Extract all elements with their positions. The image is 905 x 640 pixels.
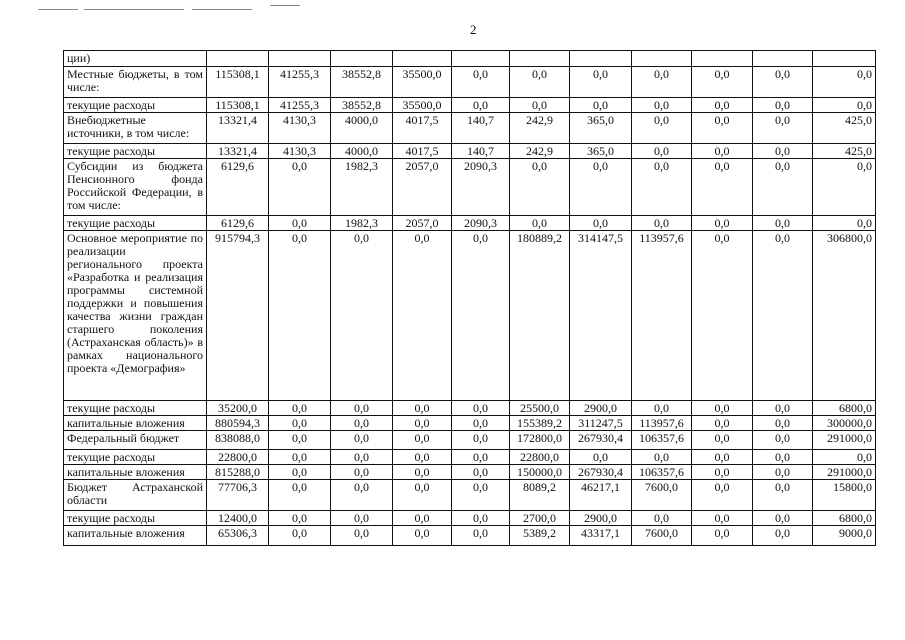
row-label: капитальные вложения xyxy=(64,416,207,431)
value-cell: 0,0 xyxy=(452,465,510,480)
value-cell: 0,0 xyxy=(570,159,632,216)
value-cell: 0,0 xyxy=(393,450,452,465)
value-cell: 0,0 xyxy=(753,450,813,465)
budget-table xyxy=(63,50,876,546)
value-cell: 267930,4 xyxy=(570,465,632,480)
table-row xyxy=(64,465,876,480)
value-cell: 425,0 xyxy=(813,144,876,159)
value-cell: 2057,0 xyxy=(393,216,452,231)
value-cell: 0,0 xyxy=(269,526,331,546)
row-label: текущие расходы xyxy=(64,216,207,231)
value-cell: 6129,6 xyxy=(207,159,269,216)
value-cell: 2057,0 xyxy=(393,159,452,216)
value-cell: 180889,2 xyxy=(510,231,570,401)
value-cell: 0,0 xyxy=(331,511,393,526)
table-row xyxy=(64,416,876,431)
value-cell: 35500,0 xyxy=(393,98,452,113)
value-cell: 7600,0 xyxy=(632,480,692,511)
table-row xyxy=(64,159,876,216)
value-cell: 291000,0 xyxy=(813,431,876,450)
value-cell: 300000,0 xyxy=(813,416,876,431)
value-cell xyxy=(269,51,331,67)
table-row xyxy=(64,144,876,159)
value-cell: 0,0 xyxy=(452,416,510,431)
value-cell: 15800,0 xyxy=(813,480,876,511)
value-cell xyxy=(207,51,269,67)
value-cell: 140,7 xyxy=(452,144,510,159)
value-cell: 0,0 xyxy=(753,480,813,511)
value-cell: 0,0 xyxy=(632,511,692,526)
value-cell: 0,0 xyxy=(692,450,753,465)
row-label: текущие расходы xyxy=(64,401,207,416)
value-cell: 0,0 xyxy=(331,401,393,416)
value-cell: 0,0 xyxy=(452,511,510,526)
value-cell: 25500,0 xyxy=(510,401,570,416)
value-cell: 1982,3 xyxy=(331,159,393,216)
value-cell: 0,0 xyxy=(692,480,753,511)
value-cell: 2900,0 xyxy=(570,511,632,526)
value-cell: 0,0 xyxy=(269,216,331,231)
table-row xyxy=(64,113,876,144)
value-cell: 172800,0 xyxy=(510,431,570,450)
value-cell: 4130,3 xyxy=(269,113,331,144)
value-cell xyxy=(753,51,813,67)
value-cell: 0,0 xyxy=(692,231,753,401)
value-cell: 915794,3 xyxy=(207,231,269,401)
value-cell: 0,0 xyxy=(510,67,570,98)
value-cell: 0,0 xyxy=(632,67,692,98)
value-cell: 0,0 xyxy=(692,526,753,546)
table-row xyxy=(64,401,876,416)
value-cell: 0,0 xyxy=(813,67,876,98)
value-cell: 242,9 xyxy=(510,113,570,144)
value-cell: 5389,2 xyxy=(510,526,570,546)
value-cell: 0,0 xyxy=(570,67,632,98)
table-row xyxy=(64,216,876,231)
value-cell xyxy=(393,51,452,67)
value-cell: 0,0 xyxy=(510,98,570,113)
row-label: ции) xyxy=(64,51,207,67)
value-cell xyxy=(452,51,510,67)
value-cell: 0,0 xyxy=(753,159,813,216)
value-cell: 0,0 xyxy=(692,401,753,416)
value-cell: 314147,5 xyxy=(570,231,632,401)
value-cell: 2090,3 xyxy=(452,159,510,216)
value-cell: 0,0 xyxy=(393,231,452,401)
value-cell: 6800,0 xyxy=(813,401,876,416)
row-label: Федеральный бюджет xyxy=(64,431,207,450)
value-cell: 838088,0 xyxy=(207,431,269,450)
value-cell: 65306,3 xyxy=(207,526,269,546)
value-cell: 0,0 xyxy=(692,465,753,480)
value-cell: 0,0 xyxy=(753,416,813,431)
value-cell: 1982,3 xyxy=(331,216,393,231)
value-cell: 35500,0 xyxy=(393,67,452,98)
value-cell: 0,0 xyxy=(393,431,452,450)
value-cell: 38552,8 xyxy=(331,98,393,113)
value-cell: 4017,5 xyxy=(393,144,452,159)
value-cell: 7600,0 xyxy=(632,526,692,546)
value-cell: 0,0 xyxy=(692,98,753,113)
row-label: текущие расходы xyxy=(64,144,207,159)
value-cell xyxy=(692,51,753,67)
row-label: текущие расходы xyxy=(64,450,207,465)
value-cell: 0,0 xyxy=(452,231,510,401)
value-cell: 0,0 xyxy=(753,67,813,98)
value-cell: 0,0 xyxy=(570,216,632,231)
value-cell: 425,0 xyxy=(813,113,876,144)
value-cell: 0,0 xyxy=(269,416,331,431)
value-cell: 0,0 xyxy=(393,465,452,480)
value-cell xyxy=(813,51,876,67)
table-row xyxy=(64,511,876,526)
value-cell: 0,0 xyxy=(269,401,331,416)
value-cell: 106357,6 xyxy=(632,465,692,480)
value-cell: 0,0 xyxy=(269,465,331,480)
value-cell: 0,0 xyxy=(393,401,452,416)
table-row xyxy=(64,450,876,465)
value-cell: 0,0 xyxy=(813,159,876,216)
value-cell: 41255,3 xyxy=(269,67,331,98)
value-cell: 0,0 xyxy=(753,431,813,450)
table-row xyxy=(64,231,876,401)
value-cell: 150000,0 xyxy=(510,465,570,480)
value-cell: 0,0 xyxy=(452,480,510,511)
value-cell: 0,0 xyxy=(269,480,331,511)
value-cell xyxy=(570,51,632,67)
value-cell: 311247,5 xyxy=(570,416,632,431)
value-cell: 0,0 xyxy=(452,401,510,416)
row-label: капитальные вложения xyxy=(64,526,207,546)
value-cell: 0,0 xyxy=(393,480,452,511)
value-cell: 2700,0 xyxy=(510,511,570,526)
value-cell: 0,0 xyxy=(632,450,692,465)
value-cell: 0,0 xyxy=(452,431,510,450)
value-cell: 4000,0 xyxy=(331,144,393,159)
table-row xyxy=(64,98,876,113)
value-cell: 291000,0 xyxy=(813,465,876,480)
value-cell: 0,0 xyxy=(393,416,452,431)
value-cell: 155389,2 xyxy=(510,416,570,431)
value-cell: 0,0 xyxy=(692,416,753,431)
value-cell: 0,0 xyxy=(452,98,510,113)
value-cell: 0,0 xyxy=(753,231,813,401)
value-cell: 0,0 xyxy=(452,526,510,546)
value-cell: 12400,0 xyxy=(207,511,269,526)
row-label: Внебюджетные источники, в том числе: xyxy=(64,113,207,144)
value-cell: 0,0 xyxy=(632,98,692,113)
value-cell: 0,0 xyxy=(269,450,331,465)
value-cell: 0,0 xyxy=(331,526,393,546)
value-cell: 0,0 xyxy=(269,431,331,450)
value-cell: 880594,3 xyxy=(207,416,269,431)
value-cell: 0,0 xyxy=(331,231,393,401)
value-cell: 0,0 xyxy=(393,526,452,546)
value-cell: 0,0 xyxy=(510,159,570,216)
page-number: 2 xyxy=(470,22,477,37)
value-cell: 0,0 xyxy=(452,450,510,465)
value-cell: 0,0 xyxy=(269,511,331,526)
value-cell: 8089,2 xyxy=(510,480,570,511)
value-cell: 9000,0 xyxy=(813,526,876,546)
value-cell: 0,0 xyxy=(632,216,692,231)
value-cell: 0,0 xyxy=(692,67,753,98)
row-label: Субсидии из бюджета Пенсионного фонда Российской Федерации, в том числе: xyxy=(64,159,207,216)
value-cell xyxy=(331,51,393,67)
value-cell: 0,0 xyxy=(692,431,753,450)
table-row xyxy=(64,67,876,98)
table-row xyxy=(64,51,876,67)
value-cell: 0,0 xyxy=(632,401,692,416)
value-cell: 4000,0 xyxy=(331,113,393,144)
value-cell: 13321,4 xyxy=(207,144,269,159)
table-row xyxy=(64,480,876,511)
value-cell: 0,0 xyxy=(692,511,753,526)
value-cell: 0,0 xyxy=(331,450,393,465)
value-cell: 0,0 xyxy=(753,98,813,113)
value-cell: 0,0 xyxy=(753,216,813,231)
value-cell: 365,0 xyxy=(570,113,632,144)
row-label: текущие расходы xyxy=(64,511,207,526)
value-cell: 6129,6 xyxy=(207,216,269,231)
value-cell: 0,0 xyxy=(570,98,632,113)
value-cell: 267930,4 xyxy=(570,431,632,450)
value-cell: 0,0 xyxy=(692,216,753,231)
value-cell: 0,0 xyxy=(753,511,813,526)
value-cell: 43317,1 xyxy=(570,526,632,546)
value-cell: 41255,3 xyxy=(269,98,331,113)
value-cell: 0,0 xyxy=(632,159,692,216)
row-label: Бюджет Астраханской области xyxy=(64,480,207,511)
value-cell: 0,0 xyxy=(753,401,813,416)
value-cell: 0,0 xyxy=(632,113,692,144)
scan-artifact-line xyxy=(0,9,300,11)
value-cell: 0,0 xyxy=(813,98,876,113)
value-cell: 0,0 xyxy=(570,450,632,465)
value-cell: 306800,0 xyxy=(813,231,876,401)
value-cell: 35200,0 xyxy=(207,401,269,416)
row-label: текущие расходы xyxy=(64,98,207,113)
value-cell: 2090,3 xyxy=(452,216,510,231)
value-cell: 0,0 xyxy=(452,67,510,98)
value-cell: 0,0 xyxy=(331,431,393,450)
value-cell: 113957,6 xyxy=(632,416,692,431)
value-cell: 0,0 xyxy=(632,144,692,159)
value-cell: 365,0 xyxy=(570,144,632,159)
value-cell: 0,0 xyxy=(753,465,813,480)
row-label: Местные бюджеты, в том числе: xyxy=(64,67,207,98)
value-cell: 22800,0 xyxy=(510,450,570,465)
value-cell: 242,9 xyxy=(510,144,570,159)
value-cell: 46217,1 xyxy=(570,480,632,511)
value-cell: 6800,0 xyxy=(813,511,876,526)
value-cell: 115308,1 xyxy=(207,98,269,113)
value-cell: 0,0 xyxy=(753,526,813,546)
value-cell xyxy=(510,51,570,67)
value-cell: 4130,3 xyxy=(269,144,331,159)
value-cell: 106357,6 xyxy=(632,431,692,450)
value-cell: 2900,0 xyxy=(570,401,632,416)
value-cell: 13321,4 xyxy=(207,113,269,144)
value-cell: 0,0 xyxy=(692,144,753,159)
value-cell: 38552,8 xyxy=(331,67,393,98)
value-cell xyxy=(632,51,692,67)
value-cell: 0,0 xyxy=(331,480,393,511)
value-cell: 22800,0 xyxy=(207,450,269,465)
value-cell: 140,7 xyxy=(452,113,510,144)
value-cell: 0,0 xyxy=(269,231,331,401)
value-cell: 113957,6 xyxy=(632,231,692,401)
value-cell: 815288,0 xyxy=(207,465,269,480)
value-cell: 0,0 xyxy=(813,216,876,231)
value-cell: 0,0 xyxy=(813,450,876,465)
value-cell: 0,0 xyxy=(753,144,813,159)
row-label: Основное мероприятие по реализации регионального проекта «Разработка и реализация программы системной поддержки и повышения качества жизни граждан старшего поколения (Астраханская область)» в рамках национального проекта «Демография» xyxy=(64,231,207,401)
value-cell: 77706,3 xyxy=(207,480,269,511)
value-cell: 0,0 xyxy=(692,159,753,216)
value-cell: 0,0 xyxy=(331,416,393,431)
value-cell: 0,0 xyxy=(510,216,570,231)
value-cell: 0,0 xyxy=(331,465,393,480)
row-label: капитальные вложения xyxy=(64,465,207,480)
table-row xyxy=(64,431,876,450)
value-cell: 0,0 xyxy=(692,113,753,144)
value-cell: 4017,5 xyxy=(393,113,452,144)
value-cell: 115308,1 xyxy=(207,67,269,98)
value-cell: 0,0 xyxy=(753,113,813,144)
value-cell: 0,0 xyxy=(269,159,331,216)
table-row xyxy=(64,526,876,546)
value-cell: 0,0 xyxy=(393,511,452,526)
